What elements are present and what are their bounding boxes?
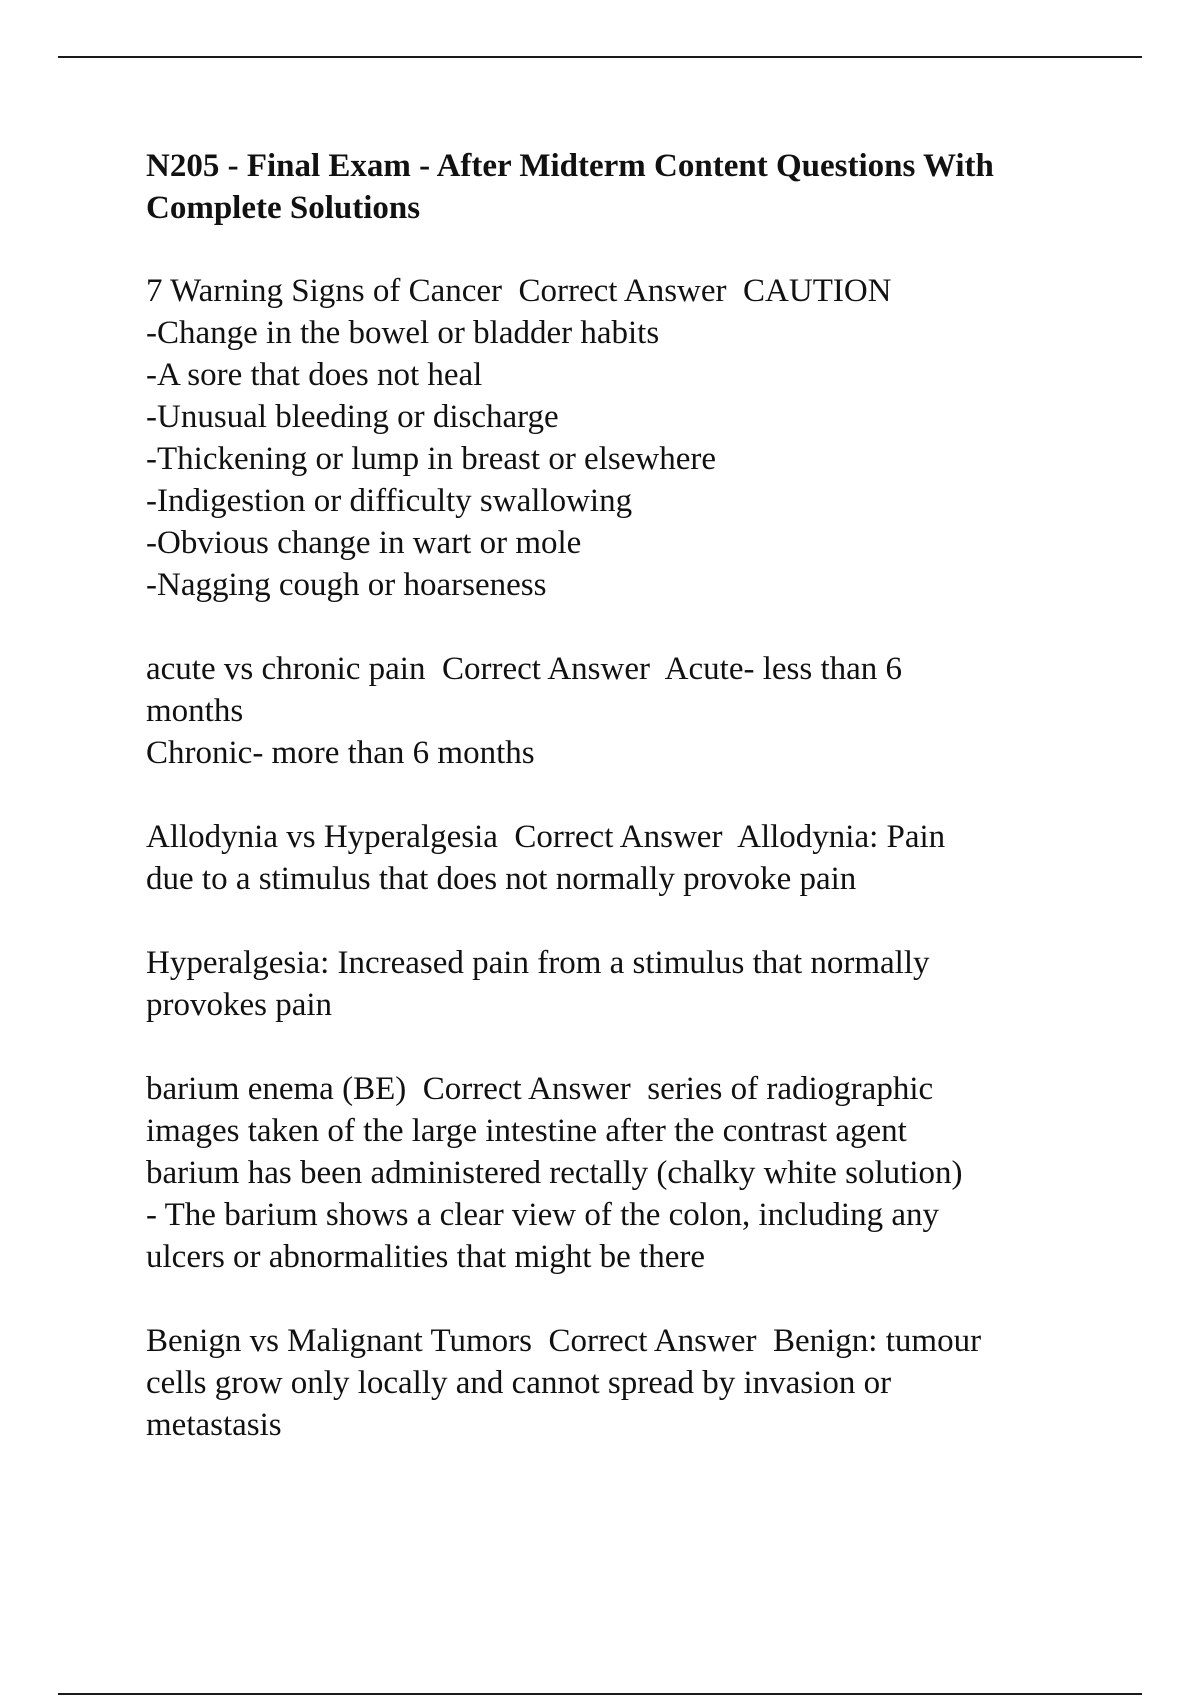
entry-line: metastasis — [146, 1407, 282, 1443]
entry-line: images taken of the large intestine after the contrast agent — [146, 1113, 907, 1149]
entry-line: barium has been administered rectally (chalky white solution) — [146, 1155, 963, 1191]
entry-line: -Unusual bleeding or discharge — [146, 399, 559, 435]
footer-rule — [58, 1693, 1142, 1695]
qa-entry-allodynia — [146, 816, 1086, 900]
entry-line: cells grow only locally and cannot spread by invasion or — [146, 1365, 892, 1401]
entry-line: due to a stimulus that does not normally provoke pain — [146, 861, 857, 897]
title-line: Complete Solutions — [146, 190, 421, 226]
entry-line: -Obvious change in wart or mole — [146, 525, 582, 561]
entry-line: Benign vs Malignant Tumors Correct Answer Benign: tumour — [146, 1323, 982, 1359]
qa-entry-acute-chronic-pain — [146, 648, 1086, 774]
document-title — [146, 145, 1086, 229]
entry-line: Hyperalgesia: Increased pain from a stimulus that normally — [146, 945, 930, 981]
entry-line: -A sore that does not heal — [146, 357, 483, 393]
title-line: N205 - Final Exam - After Midterm Content Questions With — [146, 148, 994, 184]
entry-line: Allodynia vs Hyperalgesia Correct Answer Allodynia: Pain — [146, 819, 946, 855]
entry-line: barium enema (BE) Correct Answer series of radiographic — [146, 1071, 934, 1107]
entry-line: -Nagging cough or hoarseness — [146, 567, 547, 603]
entry-line: - The barium shows a clear view of the colon, including any — [146, 1197, 939, 1233]
document-body — [146, 145, 1086, 1488]
entry-line: -Indigestion or difficulty swallowing — [146, 483, 633, 519]
entry-line: Chronic- more than 6 months — [146, 735, 535, 771]
qa-entry-hyperalgesia — [146, 942, 1086, 1026]
entry-line: months — [146, 693, 244, 729]
qa-entry-benign-malignant — [146, 1320, 1086, 1446]
entry-line: ulcers or abnormalities that might be there — [146, 1239, 705, 1275]
entry-line: 7 Warning Signs of Cancer Correct Answer CAUTION — [146, 273, 892, 309]
qa-entry-warning-signs — [146, 270, 1086, 606]
entry-line: -Change in the bowel or bladder habits — [146, 315, 660, 351]
entry-line: -Thickening or lump in breast or elsewhere — [146, 441, 716, 477]
header-rule — [58, 56, 1142, 58]
entry-line: acute vs chronic pain Correct Answer Acute- less than 6 — [146, 651, 903, 687]
qa-entry-barium-enema — [146, 1068, 1086, 1278]
entry-line: provokes pain — [146, 987, 333, 1023]
